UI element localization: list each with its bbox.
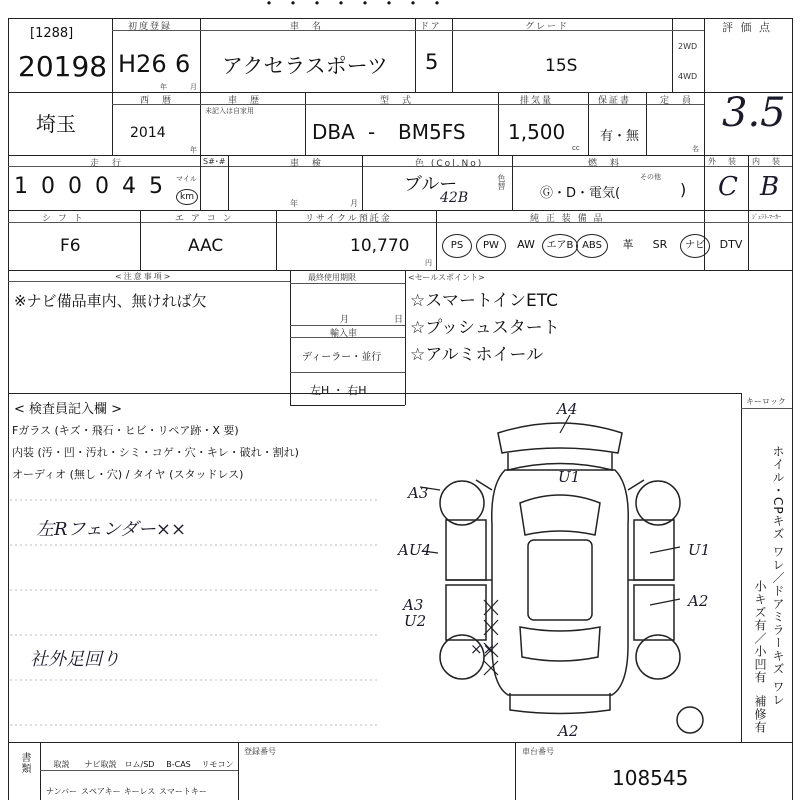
mileage-digit: 5 (149, 174, 163, 199)
damage-mark: AU4 (398, 541, 432, 559)
int-label: 内 装 (752, 157, 782, 166)
document-item: 取説 (53, 760, 70, 769)
sales-points (410, 288, 560, 369)
document-item: スペアキー (81, 787, 121, 796)
option-item: 革 (622, 238, 634, 251)
exp-header: 最終使用期限 (308, 273, 356, 282)
sales-points-header: <セールスポイント> (408, 273, 485, 282)
keylock-label: キーロック (746, 397, 786, 406)
grade: 15S (545, 56, 578, 76)
inspector-line: Fガラス (キズ・飛石・ヒビ・リペア跡・X 要) (12, 424, 239, 437)
chassis-number: 108545 (612, 766, 689, 790)
color-label: 色 (Col.No) (415, 159, 484, 169)
bottom-row-1 (42, 752, 237, 771)
option-item: ナビ (680, 234, 710, 258)
mileage-digit: 1 (14, 174, 28, 199)
history-label: 車 歴 (228, 96, 262, 106)
doors: 5 (425, 50, 439, 74)
color-change: 色替 (497, 174, 506, 190)
grade-label: グレード (525, 22, 570, 32)
import-label: 輸入車 (330, 329, 358, 339)
2wd-label: 2WD (678, 42, 698, 51)
doors-label: ドア (420, 22, 442, 32)
mileage-digit: 4 (122, 174, 136, 199)
prev-use-note: 未記入は自家用 (205, 107, 254, 115)
inspection-label: 車 検 (290, 159, 324, 169)
region: 埼玉 (36, 112, 76, 136)
damage-mark: A3 (408, 484, 429, 502)
damage-mark: A4 (557, 400, 578, 418)
dealer-parallel: ディーラー・並行 (302, 352, 382, 363)
option-item: PS (442, 234, 472, 258)
sales-point: ☆スマートインETC (410, 291, 559, 311)
inspector-line: オーディオ (無し・穴) / タイヤ (スタッドレス) (12, 468, 244, 481)
side-panel-text-2: 小キズ有／小凹有 (753, 580, 767, 684)
documents-label: 書類 (19, 752, 30, 774)
fuel-close: ) (680, 180, 687, 199)
car-name-label: 車 名 (290, 22, 324, 32)
month-unit: 月 (190, 83, 197, 91)
shift-label: シ フ ト (42, 214, 85, 224)
ext-grade: C (718, 172, 738, 202)
option-item: エアB (542, 234, 578, 258)
jelly-marker: ｼﾞｪﾗﾄ-ﾏｰｶｰ (752, 214, 782, 221)
recycle-label: リサイクル預託金 (305, 214, 392, 224)
sales-point: ☆アルミホイール (410, 345, 544, 365)
option-item: PW (476, 234, 506, 258)
model-type-label: 型 式 (380, 96, 414, 106)
warranty: 有・無 (600, 129, 640, 144)
document-item: キーレス (123, 787, 156, 796)
side-panel-text: ホイル・CPキズ ワレ／ドアミラーキズ ワレ (771, 445, 785, 707)
option-item: DTV (719, 238, 743, 251)
exp-day: 日 (394, 315, 404, 325)
document-item: B-CAS (166, 760, 191, 769)
warranty-label: 保証書 (598, 96, 632, 106)
color-name: ブルー (404, 174, 458, 195)
fuel-options: Ⓖ・D・電気( (540, 186, 621, 201)
option-item: ABS (576, 234, 608, 258)
document-item: ロム/SD (124, 760, 155, 769)
damage-mark: A3 (403, 596, 424, 614)
score-label: 評 価 点 (722, 21, 772, 34)
shift: F6 (60, 236, 81, 256)
4wd-label: 4WD (678, 72, 698, 81)
year-unit-2: 年 (190, 146, 197, 154)
aircon-label: エ ア コ ン (175, 214, 234, 224)
bottom-row-2 (42, 779, 207, 798)
model-prefix: DBA (312, 120, 355, 144)
exp-month: 月 (340, 315, 350, 325)
ext-label: 外 装 (708, 157, 738, 166)
notes-header: <注意事項> (115, 272, 173, 281)
model-year: 2014 (130, 125, 166, 141)
fuel-other: その他 (640, 173, 661, 181)
inspector-lines (12, 420, 299, 486)
document-item: スマートキー (159, 787, 207, 796)
first-reg-label: 初度登録 (128, 22, 173, 32)
inspector-header: < 検査員記入欄 > (14, 402, 123, 417)
inspector-line: 内装 (汚・凹・汚れ・シミ・コゲ・穴・キレ・破れ・割れ) (12, 446, 299, 459)
lot-number: 20198 (18, 50, 108, 83)
reg-number-label: 登録番号 (244, 747, 276, 756)
damage-mark: U2 (404, 612, 427, 630)
notes-text: ※ナビ備品車内、無ければ欠 (14, 292, 207, 310)
options-label: 純 正 装 備 品 (530, 214, 605, 224)
document-item: ナビ取説 (84, 760, 117, 769)
damage-mark: U1 (558, 468, 581, 486)
reg-month: 6 (175, 50, 191, 78)
car-name: アクセラスポーツ (222, 54, 388, 78)
color-code: 42B (440, 190, 469, 206)
handwritten-note-1: 左Rフェンダー×× (36, 519, 187, 540)
document-item: ナンバー (45, 787, 78, 796)
damage-mark: U1 (688, 541, 711, 559)
model-code: BM5FS (398, 120, 466, 144)
sheet-title: ・・・・・・・・ (260, 0, 452, 15)
option-item: SR (652, 238, 668, 251)
damage-mark: A2 (558, 722, 579, 740)
score-value: 3.5 (722, 90, 786, 136)
handwritten-note-2: 社外足回り (30, 649, 120, 670)
handle-side: 左H ・ 右H (310, 384, 367, 397)
side-panel-text-3: 補修有 (753, 695, 767, 734)
aircon: AAC (188, 236, 224, 256)
recycle: 10,770 (350, 236, 410, 256)
capacity-label: 定 員 (660, 96, 694, 106)
km-unit: km (176, 189, 198, 205)
model-dash: - (368, 120, 376, 144)
mileage-digit: 0 (68, 174, 82, 199)
option-item: AW (517, 238, 535, 251)
recycle-unit: 円 (425, 259, 432, 267)
insp-ym: 年 月 (290, 199, 380, 208)
mileage-digit: 0 (95, 174, 109, 199)
reg-era: H26 (118, 50, 167, 78)
mileage-digits (14, 174, 176, 199)
int-grade: B (760, 172, 780, 202)
chassis-label: 車台番号 (522, 747, 554, 756)
model-year-label: 西 暦 (140, 96, 174, 106)
person-unit: 名 (692, 145, 699, 153)
year-unit: 年 (160, 83, 167, 91)
damage-mark: ×× (470, 640, 496, 658)
mileage-label: 走 行 (90, 159, 124, 169)
serial-label: S#･# (203, 157, 226, 166)
damage-mark: A2 (688, 592, 709, 610)
mileage-unit: マイル km (176, 174, 198, 205)
fuel-label: 燃 料 (588, 159, 622, 169)
lot-prefix: [1288] (30, 26, 74, 41)
inspector-ruled-lines (10, 490, 390, 740)
cc-unit: cc (572, 144, 580, 152)
mileage-digit: 0 (41, 174, 55, 199)
document-item: リモコン (201, 760, 234, 769)
displacement-label: 排気量 (520, 96, 554, 106)
sales-point: ☆プッシュスタート (410, 318, 560, 338)
displacement: 1,500 (508, 120, 566, 144)
car-damage-diagram (380, 395, 740, 740)
